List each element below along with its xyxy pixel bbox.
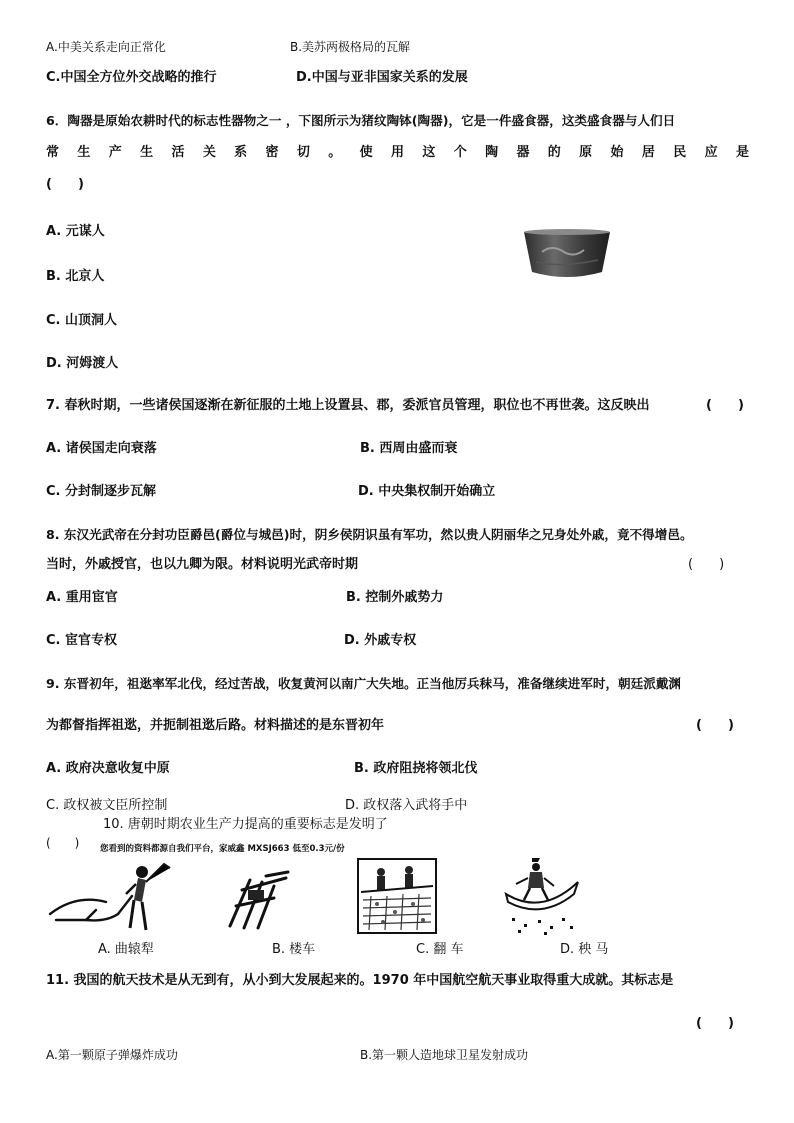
q5-option-b: B.美苏两极格局的瓦解 [290, 40, 411, 54]
q8-option-a: A. 重用宦官 [46, 590, 118, 605]
caption-b: B. 楼车 [272, 942, 316, 957]
q11-option-a: A.第一颗原子弹爆炸成功 [46, 1048, 178, 1062]
q8-stem-line1: 8. 东汉光武帝在分封功臣爵邑(爵位与城邑)时，阴乡侯阴识虽有军功，然以贵人阴丽华之兄身处外戚，竟不得增邑。 [46, 527, 693, 542]
q9-paren: ( ) [696, 718, 734, 733]
curved-plow-image [46, 858, 172, 938]
q7-option-b: B. 西周由盛而衰 [360, 441, 458, 456]
q6-option-d: D. 河姆渡人 [46, 356, 119, 371]
water-wheel-image [357, 858, 437, 934]
q9-option-b: B. 政府阻挠将领北伐 [354, 761, 478, 776]
caption-d: D. 秧 马 [560, 942, 609, 957]
q9-option-d: D. 政权落入武将手中 [345, 798, 468, 813]
pottery-bowl-image [522, 228, 612, 284]
q5-option-d: D.中国与亚非国家关系的发展 [296, 70, 468, 85]
q6-stem-line2: 常 生 产 生 活 关 系 密 切 。 使 用 这 个 陶 器 的 原 始 居 民 应 是 [46, 145, 749, 160]
q7-option-a: A. 诸侯国走向衰落 [46, 441, 157, 456]
q7-option-d: D. 中央集权制开始确立 [358, 484, 496, 499]
seed-drill-image [222, 868, 292, 934]
q7-stem: 7. 春秋时期，一些诸侯国逐渐在新征服的土地上设置县、郡，委派官员管理，职位也不再世袭。这反映出 [46, 398, 650, 413]
q7-option-c: C. 分封制逐步瓦解 [46, 484, 157, 499]
watermark-text: 您看到的资料都源自我们平台，家威鑫 MXSJ663 低至0.3元/份 [100, 844, 345, 854]
q11-paren: ( ) [696, 1016, 734, 1031]
q6-option-c: C. 山顶洞人 [46, 313, 118, 328]
q6-paren: ( ) [46, 177, 84, 192]
q10-paren: ( ) [46, 836, 80, 850]
q8-option-b: B. 控制外戚势力 [346, 590, 444, 605]
rice-horse-image [502, 854, 582, 936]
q11-option-b: B.第一颗人造地球卫星发射成功 [360, 1048, 529, 1062]
q9-stem-line2: 为都督指挥祖逖，并扼制祖逖后路。材料描述的是东晋初年 [46, 718, 385, 733]
q11-stem: 11. 我国的航天技术是从无到有，从小到大发展起来的。1970 年中国航空航天事业取得重大成就。其标志是 [46, 973, 674, 988]
q8-option-d: D. 外戚专权 [344, 633, 417, 648]
q10-stem: 10. 唐朝时期农业生产力提高的重要标志是发明了 [103, 817, 388, 832]
q5-option-c: C.中国全方位外交战略的推行 [46, 70, 217, 85]
q5-option-a: A.中美关系走向正常化 [46, 40, 166, 54]
q9-option-a: A. 政府决意收复中原 [46, 761, 170, 776]
q8-option-c: C. 宦官专权 [46, 633, 118, 648]
caption-c: C. 翻 车 [416, 942, 464, 957]
q9-option-c: C. 政权被文臣所控制 [46, 798, 168, 813]
q7-paren: ( ) [706, 398, 744, 413]
q8-paren: ( ) [688, 557, 725, 572]
q8-stem-line2: 当时，外戚授官，也以九卿为限。材料说明光武帝时期 [46, 557, 359, 572]
q6-stem-line1: 6．陶器是原始农耕时代的标志性器物之一 ，下图所示为猪纹陶钵(陶器)，它是一件盛食器，这类盛食器与人们日 [46, 113, 676, 128]
q9-stem-line1: 9. 东晋初年，祖逖率军北伐，经过苦战，收复黄河以南广大失地。正当他厉兵秣马，准备继续进军时，朝廷派戴渊 [46, 676, 682, 691]
caption-a: A. 曲辕犁 [98, 942, 154, 957]
q6-option-a: A. 元谋人 [46, 224, 105, 239]
q6-option-b: B. 北京人 [46, 269, 105, 284]
